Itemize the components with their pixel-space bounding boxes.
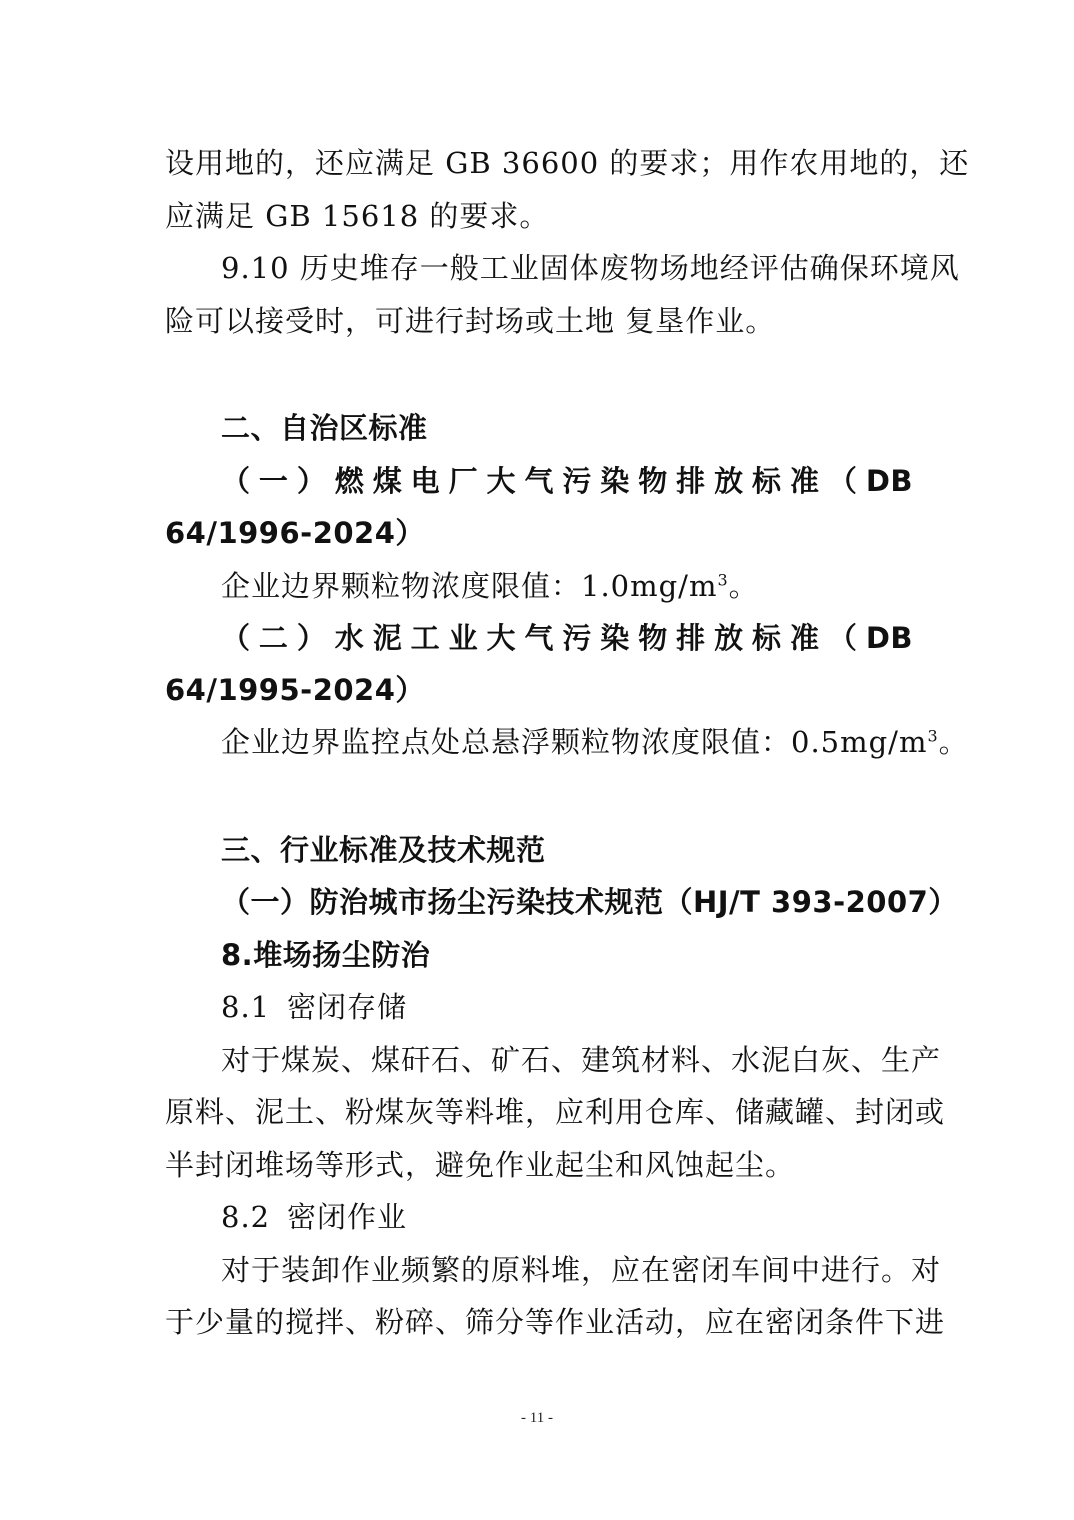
section-2-item-1-title-line-1: （一）燃煤电厂大气污染物排放标准（DB	[221, 464, 913, 498]
item-2-text-main: 企业边界监控点处总悬浮颗粒物浓度限值：0.5mg/m	[221, 725, 928, 759]
section-2-item-2-title-line-1: （二）水泥工业大气污染物排放标准（DB	[221, 621, 913, 655]
subsection-8-1-number: 8.1	[221, 990, 271, 1024]
section-2-item-1-title-line-2: 64/1996-2024）	[165, 516, 425, 550]
section-2-item-2-text	[221, 722, 969, 762]
section-2-item-1-text	[221, 566, 913, 606]
item-1-text-end: 。	[728, 569, 759, 603]
item-1-text-superscript: 3	[717, 570, 729, 590]
item-1-text-main: 企业边界颗粒物浓度限值：1.0mg/m	[221, 569, 718, 603]
item-2-text-superscript: 3	[927, 726, 939, 746]
section-2-item-2-title-line-2: 64/1995-2024）	[165, 673, 425, 707]
section-3-subheading-8: 8.堆场扬尘防治	[221, 938, 431, 972]
subsection-8-1	[221, 987, 913, 1027]
subsection-8-2	[221, 1197, 913, 1237]
item-2-text-end: 。	[938, 725, 969, 759]
paragraph-8-1-line-3: 半封闭堆场等形式，避免作业起尘和风蚀起尘。	[165, 1148, 796, 1182]
section-2-title: 二、自治区标准	[221, 411, 428, 445]
subsection-8-2-label: 密闭作业	[287, 1200, 408, 1234]
paragraph-8-1-line-1: 对于煤炭、煤矸石、矿石、建筑材料、水泥白灰、生产	[221, 1043, 942, 1077]
paragraph-9-9-line-1: 设用地的，还应满足 GB 36600 的要求；用作农用地的，还	[165, 146, 970, 180]
paragraph-8-2-line-2: 于少量的搅拌、粉碎、筛分等作业活动，应在密闭条件下进	[165, 1305, 946, 1339]
paragraph-9-9-line-2: 应满足 GB 15618 的要求。	[165, 199, 550, 233]
page-number: - 11 -	[521, 1410, 553, 1426]
paragraph-9-10-line-2: 险可以接受时，可进行封场或土地 复垦作业。	[165, 304, 776, 338]
paragraph-9-10-line-1: 9.10 历史堆存一般工业固体废物场地经评估确保环境风	[221, 251, 960, 285]
paragraph-8-2-line-1: 对于装卸作业频繁的原料堆，应在密闭车间中进行。对	[221, 1253, 942, 1287]
subsection-8-2-number: 8.2	[221, 1200, 271, 1234]
section-3-title: 三、行业标准及技术规范	[221, 833, 546, 867]
paragraph-8-1-line-2: 原料、泥土、粉煤灰等料堆，应利用仓库、储藏罐、封闭或	[165, 1095, 946, 1129]
subsection-8-1-label: 密闭存储	[287, 990, 408, 1024]
section-3-item-1-title: （一）防治城市扬尘污染技术规范（HJ/T 393-2007）	[221, 885, 958, 919]
